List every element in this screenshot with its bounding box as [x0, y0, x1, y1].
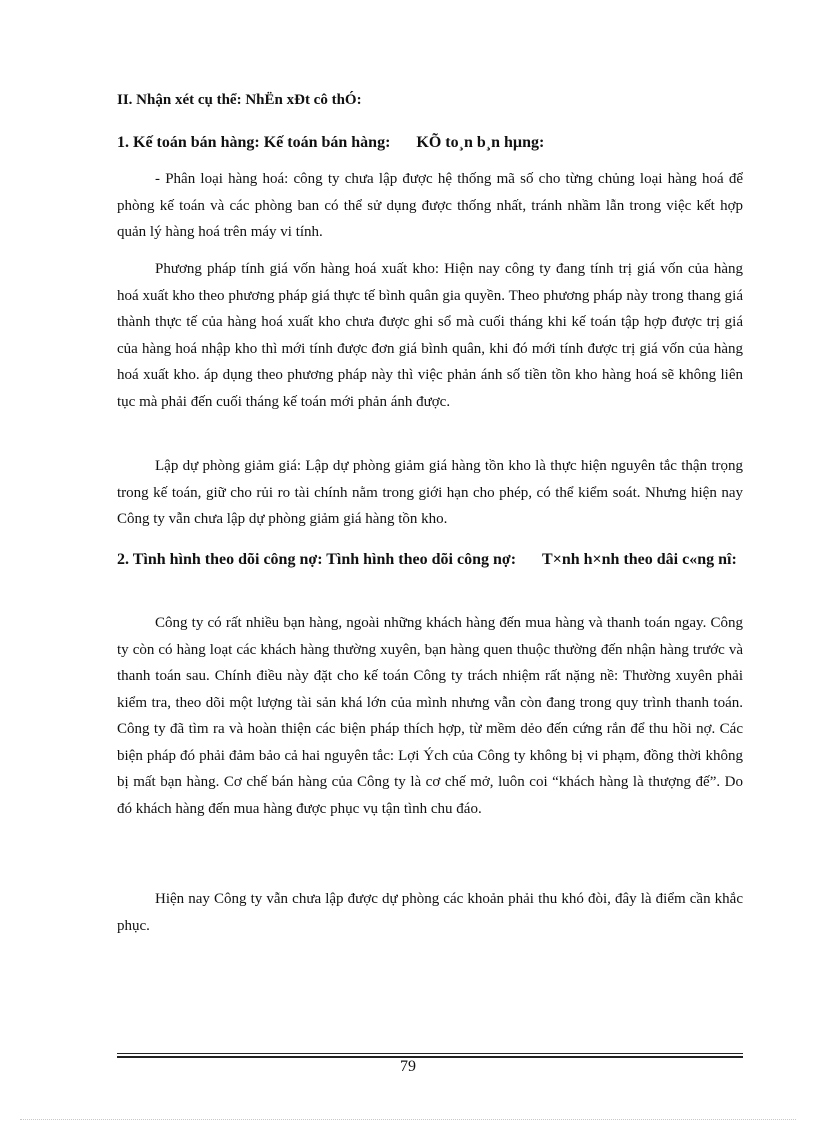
heading-garbled-text: T×nh h×nh theo dâi c«ng nî: [542, 551, 737, 568]
footer-rule [117, 1053, 743, 1054]
paragraph-cost-method: Phương pháp tính giá vốn hàng hoá xuất kho: Hiện nay công ty đang tính trị giá vốn của hàng hoá xuất kho theo phương pháp giá thực tế bình quân gia quyền. Theo phương pháp này trong thang giá thành thực tế của hàng hoá xuất kho chưa được ghi sổ mà cuối tháng khi kế toán tập hợp được trị giá của hàng hoá nhập kho thì mới tính được đơn giá bình quân, khi đó mới tính được trị giá vốn của hàng hoá xuất kho. áp dụng theo phương pháp này thì việc phản ánh số tiền tồn kho hàng hoá sẽ không liên tục mà phải đến cuối tháng kế toán mới phản ánh được. [117, 261, 743, 410]
heading-text: 1. Kế toán bán hàng: Kế toán bán hàng: [117, 134, 391, 151]
paragraph-inventory-provision: Lập dự phòng giảm giá: Lập dự phòng giảm giá hàng tồn kho là thực hiện nguyên tắc thận trọng trong kế toán, giữ cho rủi ro tài chính nằm trong giới hạn cho phép, có thể kiểm soát. Nhưng hiện nay Công ty vẫn chưa lập dự phòng giảm giá hàng tồn kho. [117, 458, 743, 527]
paragraph-customers: Công ty có rất nhiều bạn hàng, ngoài những khách hàng đến mua hàng và thanh toán ngay. Công ty còn có hàng loạt các khách hàng thường xuyên, bạn hàng quen thuộc thường đến nhận hàng trước và thanh toán sau. Chính điều này đặt cho kế toán Công ty trách nhiệm rất nặng nề: Thường xuyên phải kiểm tra, theo dõi một lượng tài sản khá lớn của mình nhưng vẫn còn đang trong quy trình thanh toán. Công ty đã tìm ra và hoàn thiện các biện pháp thích hợp, từ mềm dẻo đến cứng rắn để thu hồi nợ. Các biện pháp đó phải đảm bảo cả hai nguyên tắc: Lợi Ých của Công ty không bị vi phạm, đồng thời không bị mất bạn hàng. Cơ chế bán hàng của Công ty là cơ chế mở, luôn coi “khách hàng là thượng đế”. Do đó khách hàng đến mua hàng được phục vụ tận tình chu đáo. [117, 615, 743, 817]
heading-text: 2. Tình hình theo dõi công nợ: Tình hình theo dõi công nợ: [117, 551, 517, 568]
paragraph-bad-debt-provision: Hiện nay Công ty vẫn chưa lập được dự phòng các khoản phải thu khó đòi, đây là điểm cần khắc phục. [117, 891, 743, 934]
heading-sales-accounting [117, 130, 743, 156]
paragraph-goods-classification: - Phân loại hàng hoá: công ty chưa lập được hệ thống mã số cho từng chủng loại hàng hoá để phòng kế toán và các phòng ban có thể sử dụng được thống nhất, tránh nhầm lẫn trong việc kết hợp quản lý hàng hoá trên máy vi tính. [117, 171, 743, 240]
page-number: 79 [400, 1058, 416, 1075]
heading-debt-tracking [117, 547, 743, 573]
section-title: II. Nhận xét cụ thể: NhËn xÐt cô thÓ: [117, 92, 362, 108]
page-boundary-line [20, 1119, 796, 1120]
heading-garbled-text: KÕ to¸n b¸n hµng: [416, 134, 545, 151]
